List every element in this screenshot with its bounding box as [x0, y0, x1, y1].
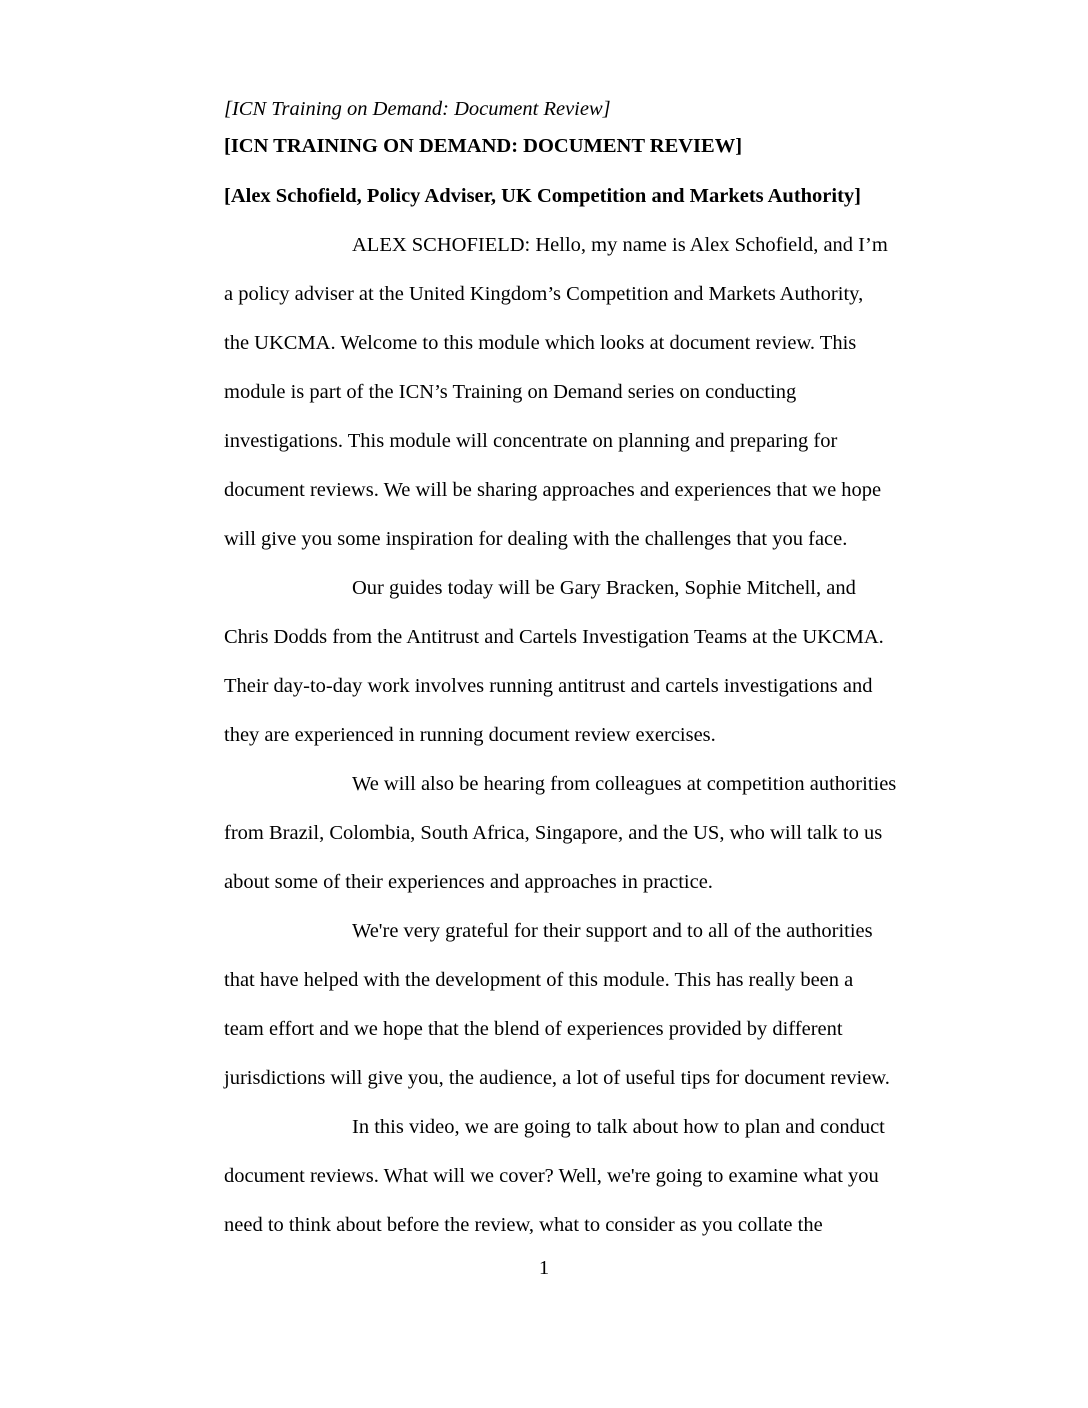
transcript-line: about some of their experiences and approaches in practice.: [224, 871, 713, 893]
transcript-line: We will also be hearing from colleagues at competition authorities: [352, 773, 897, 795]
transcript-line: jurisdictions will give you, the audience, a lot of useful tips for document review.: [224, 1067, 890, 1089]
transcript-line: Chris Dodds from the Antitrust and Cartels Investigation Teams at the UKCMA.: [224, 626, 884, 648]
transcript-line: document reviews. We will be sharing approaches and experiences that we hope: [224, 479, 882, 501]
transcript-line: a policy adviser at the United Kingdom’s Competition and Markets Authority,: [224, 283, 864, 305]
running-title: [ICN Training on Demand: Document Review]: [224, 98, 611, 120]
transcript-line: module is part of the ICN’s Training on Demand series on conducting: [224, 381, 797, 403]
transcript-line: In this video, we are going to talk about how to plan and conduct: [352, 1116, 885, 1138]
transcript-line: need to think about before the review, what to consider as you collate the: [224, 1214, 823, 1236]
transcript-line: will give you some inspiration for dealing with the challenges that you face.: [224, 528, 848, 550]
transcript-line: team effort and we hope that the blend of experiences provided by different: [224, 1018, 843, 1040]
transcript-line: We're very grateful for their support and to all of the authorities: [352, 920, 873, 942]
transcript-line: ALEX SCHOFIELD: Hello, my name is Alex Schofield, and I’m: [352, 234, 888, 256]
transcript-line: investigations. This module will concentrate on planning and preparing for: [224, 430, 838, 452]
transcript-line: from Brazil, Colombia, South Africa, Singapore, and the US, who will talk to us: [224, 822, 883, 844]
transcript-line: they are experienced in running document review exercises.: [224, 724, 716, 746]
transcript-line: document reviews. What will we cover? Well, we're going to examine what you: [224, 1165, 879, 1187]
transcript-line: that have helped with the development of this module. This has really been a: [224, 969, 854, 991]
transcript-line: Our guides today will be Gary Bracken, Sophie Mitchell, and: [352, 577, 856, 599]
transcript-line: Their day-to-day work involves running antitrust and cartels investigations and: [224, 675, 873, 697]
document-title: [ICN TRAINING ON DEMAND: DOCUMENT REVIEW]: [224, 135, 743, 157]
page-number: 1: [538, 1257, 550, 1279]
speaker-attribution: [Alex Schofield, Policy Adviser, UK Competition and Markets Authority]: [224, 185, 862, 207]
transcript-line: the UKCMA. Welcome to this module which looks at document review. This: [224, 332, 857, 354]
